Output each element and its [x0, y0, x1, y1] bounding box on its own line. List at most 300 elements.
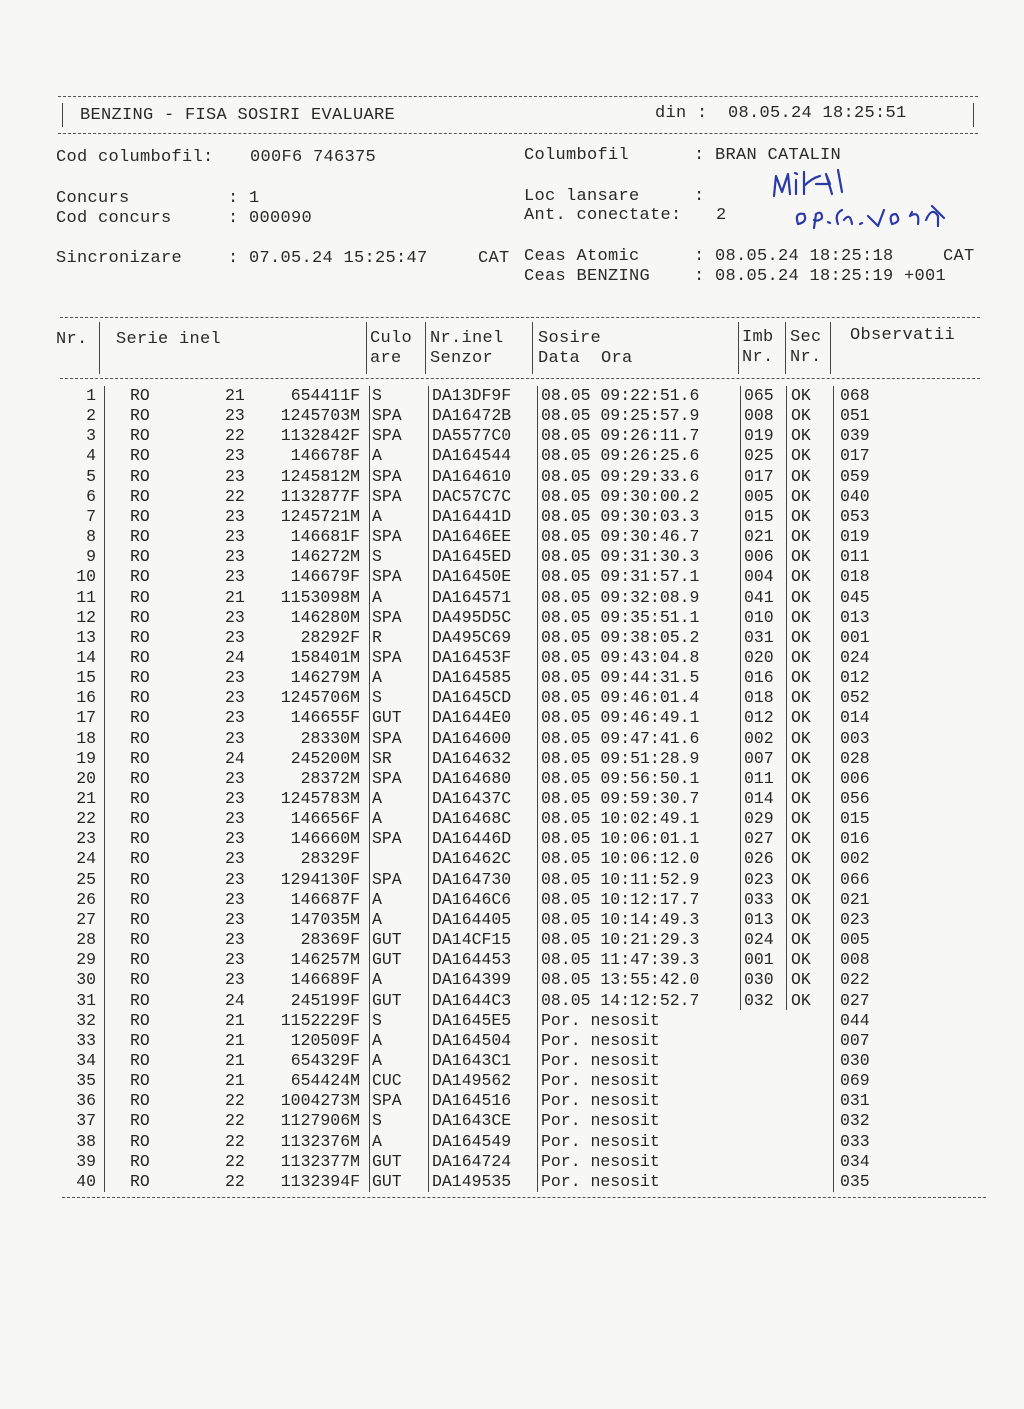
- header-sep-1: [99, 322, 100, 374]
- table-row: [0, 527, 1024, 547]
- ceas-atomic-value: : 08.05.24 18:25:18: [694, 247, 894, 266]
- cell-imb: 014: [744, 789, 774, 808]
- cell-inel: 1132377M: [280, 1151, 360, 1171]
- cell-nr: 12: [76, 607, 96, 627]
- cell-sec: OK: [791, 587, 811, 607]
- cell-tara: RO: [130, 688, 150, 708]
- cell-senzor: DA164549: [432, 1131, 512, 1151]
- table-row: [0, 749, 1024, 769]
- cell-sosire: 08.05 09:25:57.9: [541, 406, 700, 426]
- ceas-benzing-value: : 08.05.24 18:25:19 +001: [694, 267, 947, 286]
- cell-an: 22: [225, 1131, 245, 1151]
- cell-tara: RO: [130, 607, 150, 627]
- table-row: [0, 991, 1024, 1011]
- cell-culoare: GUT: [372, 708, 402, 728]
- cell-inel: 1004273M: [280, 1091, 360, 1111]
- cell-observatii: 053: [840, 506, 870, 526]
- cell-imb: 021: [744, 527, 774, 547]
- cell-nr: 27: [76, 909, 96, 929]
- cell-nr: 4: [86, 446, 96, 466]
- cell-nr: 26: [76, 889, 96, 909]
- cell-observatii: 045: [840, 587, 870, 607]
- cell-observatii: 035: [840, 1171, 870, 1191]
- cell-senzor: DA164680: [432, 768, 512, 788]
- cell-nr: 36: [76, 1091, 96, 1111]
- cell-sosire: 08.05 09:38:05.2: [541, 627, 700, 647]
- cell-an: 24: [225, 748, 245, 768]
- cell-observatii: 051: [840, 406, 870, 426]
- cell-sec: OK: [791, 607, 811, 627]
- cell-nr: 35: [76, 1071, 96, 1091]
- cell-senzor: DA495C69: [432, 627, 512, 647]
- cell-senzor: DA164632: [432, 748, 512, 768]
- cell-senzor: DA164585: [432, 668, 512, 688]
- cell-nr: 37: [76, 1111, 96, 1131]
- cell-observatii: 030: [840, 1050, 870, 1070]
- cell-observatii: 006: [840, 768, 870, 788]
- cell-sosire: 08.05 09:43:04.8: [541, 647, 700, 667]
- header-sep-4: [532, 322, 533, 374]
- cell-observatii: 068: [840, 386, 870, 405]
- cell-senzor: DA149535: [432, 1171, 512, 1191]
- cell-an: 23: [225, 668, 245, 688]
- table-row: [0, 588, 1024, 608]
- table-row: [0, 809, 1024, 829]
- cell-imb: 007: [744, 748, 774, 768]
- cell-culoare: A: [372, 789, 382, 808]
- cell-senzor: DA149562: [432, 1071, 512, 1091]
- table-row: [0, 406, 1024, 426]
- cell-an: 23: [225, 506, 245, 526]
- cell-nr: 13: [76, 627, 96, 647]
- cell-inel: 1245706M: [280, 688, 360, 708]
- cell-an: 22: [225, 1171, 245, 1191]
- cell-sosire: Por. nesosit: [541, 1030, 660, 1050]
- cell-sosire: 08.05 10:11:52.9: [541, 869, 700, 889]
- cell-senzor: DA1645CD: [432, 688, 512, 708]
- col-header-culoare-2: are: [370, 349, 402, 368]
- cell-sosire: Por. nesosit: [541, 1071, 660, 1091]
- cell-imb: 041: [744, 587, 774, 607]
- col-header-observatii: Observatii: [850, 326, 956, 345]
- cell-observatii: 012: [840, 668, 870, 688]
- cell-nr: 33: [76, 1030, 96, 1050]
- cell-senzor: DAC57C7C: [432, 486, 512, 506]
- cell-sosire: 08.05 09:44:31.5: [541, 668, 700, 688]
- cell-culoare: SPA: [372, 647, 402, 667]
- cell-culoare: SPA: [372, 567, 402, 587]
- cell-nr: 38: [76, 1131, 96, 1151]
- cell-an: 23: [225, 688, 245, 708]
- cell-an: 23: [225, 547, 245, 567]
- cell-tara: RO: [130, 970, 150, 990]
- cell-senzor: DA13DF9F: [432, 386, 512, 405]
- cell-observatii: 059: [840, 466, 870, 486]
- cell-tara: RO: [130, 527, 150, 547]
- cell-senzor: DA16446D: [432, 829, 512, 849]
- cell-nr: 21: [76, 789, 96, 808]
- table-row: [0, 688, 1024, 708]
- cell-culoare: SPA: [372, 527, 402, 547]
- cell-tara: RO: [130, 809, 150, 829]
- cell-senzor: DA1643C1: [432, 1050, 512, 1070]
- cell-culoare: SPA: [372, 768, 402, 788]
- cell-sosire: 08.05 09:30:00.2: [541, 486, 700, 506]
- cell-inel: 1127906M: [280, 1111, 360, 1131]
- table-row: [0, 789, 1024, 809]
- cell-imb: 019: [744, 426, 774, 446]
- cell-culoare: SPA: [372, 869, 402, 889]
- cell-inel: 146257M: [290, 950, 360, 970]
- cell-senzor: DA1645E5: [432, 1010, 512, 1030]
- cell-observatii: 019: [840, 527, 870, 547]
- cell-tara: RO: [130, 768, 150, 788]
- cell-sosire: 08.05 11:47:39.3: [541, 950, 700, 970]
- cell-inel: 1245812M: [280, 466, 360, 486]
- cell-inel: 1132376M: [280, 1131, 360, 1151]
- cell-imb: 011: [744, 768, 774, 788]
- table-row: [0, 1051, 1024, 1071]
- cell-inel: 245199F: [290, 990, 360, 1010]
- cell-imb: 030: [744, 970, 774, 990]
- cell-senzor: DA14CF15: [432, 930, 512, 950]
- cell-nr: 23: [76, 829, 96, 849]
- cell-an: 23: [225, 849, 245, 869]
- table-row: [0, 608, 1024, 628]
- cell-senzor: DA164730: [432, 869, 512, 889]
- cell-culoare: GUT: [372, 930, 402, 950]
- cell-tara: RO: [130, 567, 150, 587]
- cell-sosire: 08.05 10:02:49.1: [541, 809, 700, 829]
- cell-senzor: DA164405: [432, 909, 512, 929]
- cell-sec: OK: [791, 688, 811, 708]
- cell-nr: 30: [76, 970, 96, 990]
- cell-nr: 9: [86, 547, 96, 567]
- cod-concurs-value: : 000090: [228, 209, 313, 228]
- cell-imb: 033: [744, 889, 774, 909]
- cell-imb: 029: [744, 809, 774, 829]
- cell-sec: OK: [791, 748, 811, 768]
- header-right-edge: [973, 103, 974, 127]
- cell-an: 22: [225, 486, 245, 506]
- table-row: [0, 1132, 1024, 1152]
- table-row: [0, 1152, 1024, 1172]
- cell-sosire: 08.05 09:26:25.6: [541, 446, 700, 466]
- cell-sosire: 08.05 09:32:08.9: [541, 587, 700, 607]
- ant-conectate-value: 2: [716, 206, 727, 225]
- cell-nr: 3: [86, 426, 96, 446]
- cell-inel: 654424M: [290, 1071, 360, 1091]
- cell-senzor: DA16462C: [432, 849, 512, 869]
- cell-tara: RO: [130, 1111, 150, 1131]
- table-row: [0, 970, 1024, 990]
- cell-culoare: S: [372, 1010, 382, 1030]
- cell-senzor: DA5577C0: [432, 426, 512, 446]
- cell-an: 22: [225, 426, 245, 446]
- cell-inel: 28369F: [300, 930, 360, 950]
- cell-inel: 146660M: [290, 829, 360, 849]
- cell-observatii: 014: [840, 708, 870, 728]
- table-row: [0, 708, 1024, 728]
- cell-tara: RO: [130, 506, 150, 526]
- cell-culoare: GUT: [372, 950, 402, 970]
- cell-an: 23: [225, 809, 245, 829]
- cell-sosire: 08.05 09:29:33.6: [541, 466, 700, 486]
- cell-an: 23: [225, 768, 245, 788]
- cell-sec: OK: [791, 668, 811, 688]
- cell-senzor: DA1646C6: [432, 889, 512, 909]
- cell-nr: 5: [86, 466, 96, 486]
- cell-observatii: 008: [840, 950, 870, 970]
- header-sep-2: [366, 322, 367, 374]
- cell-observatii: 011: [840, 547, 870, 567]
- cell-tara: RO: [130, 406, 150, 426]
- cell-an: 23: [225, 527, 245, 547]
- cell-culoare: A: [372, 506, 382, 526]
- cell-an: 21: [225, 1010, 245, 1030]
- cell-inel: 1245783M: [280, 789, 360, 808]
- cell-senzor: DA16437C: [432, 789, 512, 808]
- cell-tara: RO: [130, 627, 150, 647]
- cell-sosire: 08.05 09:47:41.6: [541, 728, 700, 748]
- cell-observatii: 007: [840, 1030, 870, 1050]
- cell-imb: 027: [744, 829, 774, 849]
- cell-sec: OK: [791, 869, 811, 889]
- cell-imb: 024: [744, 930, 774, 950]
- table-row: [0, 950, 1024, 970]
- table-row: [0, 547, 1024, 567]
- cell-inel: 1245703M: [280, 406, 360, 426]
- header-top-rule: [58, 96, 978, 97]
- cell-sosire: 08.05 10:14:49.3: [541, 909, 700, 929]
- cell-nr: 2: [86, 406, 96, 426]
- sincronizare-value: : 07.05.24 15:25:47: [228, 249, 428, 268]
- table-row: [0, 426, 1024, 446]
- table-row: [0, 628, 1024, 648]
- table-row: [0, 1091, 1024, 1111]
- cell-observatii: 022: [840, 970, 870, 990]
- cell-inel: 654411F: [290, 386, 360, 405]
- cell-observatii: 018: [840, 567, 870, 587]
- table-row: [0, 870, 1024, 890]
- cell-tara: RO: [130, 930, 150, 950]
- cell-nr: 7: [86, 506, 96, 526]
- cell-imb: 026: [744, 849, 774, 869]
- cell-imb: 031: [744, 627, 774, 647]
- col-header-nrinel-2: Senzor: [430, 349, 494, 368]
- cell-imb: 065: [744, 386, 774, 405]
- concurs-value: : 1: [228, 189, 260, 208]
- cell-sosire: Por. nesosit: [541, 1010, 660, 1030]
- cell-tara: RO: [130, 1171, 150, 1191]
- cell-an: 23: [225, 789, 245, 808]
- header-left-edge: [62, 103, 63, 127]
- table-bottom-rule: [62, 1197, 986, 1198]
- cell-senzor: DA164504: [432, 1030, 512, 1050]
- cell-sec: OK: [791, 567, 811, 587]
- cell-an: 21: [225, 386, 245, 405]
- col-header-culoare-1: Culo: [370, 329, 413, 348]
- cell-tara: RO: [130, 950, 150, 970]
- report-title: BENZING - FISA SOSIRI EVALUARE: [80, 106, 396, 125]
- cell-senzor: DA16468C: [432, 809, 512, 829]
- cell-senzor: DA164724: [432, 1151, 512, 1171]
- cell-sosire: 08.05 10:21:29.3: [541, 930, 700, 950]
- col-header-sec-1: Sec: [790, 328, 822, 347]
- cell-senzor: DA1644E0: [432, 708, 512, 728]
- cell-observatii: 033: [840, 1131, 870, 1151]
- cell-tara: RO: [130, 889, 150, 909]
- cell-tara: RO: [130, 1071, 150, 1091]
- cell-sec: OK: [791, 930, 811, 950]
- cell-culoare: GUT: [372, 1171, 402, 1191]
- cell-inel: 146655F: [290, 708, 360, 728]
- cell-sosire: 08.05 09:22:51.6: [541, 386, 700, 405]
- cell-inel: 28292F: [300, 627, 360, 647]
- cell-sec: OK: [791, 829, 811, 849]
- cell-sosire: 08.05 09:31:57.1: [541, 567, 700, 587]
- cell-an: 22: [225, 1111, 245, 1131]
- cell-sec: OK: [791, 909, 811, 929]
- cell-tara: RO: [130, 1091, 150, 1111]
- cell-nr: 39: [76, 1151, 96, 1171]
- cell-culoare: SPA: [372, 1091, 402, 1111]
- cell-sosire: Por. nesosit: [541, 1151, 660, 1171]
- cell-an: 22: [225, 1151, 245, 1171]
- cell-culoare: S: [372, 547, 382, 567]
- cell-imb: 018: [744, 688, 774, 708]
- cell-an: 23: [225, 406, 245, 426]
- cell-sosire: 08.05 14:12:52.7: [541, 990, 700, 1010]
- cell-observatii: 003: [840, 728, 870, 748]
- cell-sosire: 08.05 10:12:17.7: [541, 889, 700, 909]
- cell-nr: 14: [76, 647, 96, 667]
- cell-an: 23: [225, 869, 245, 889]
- cell-inel: 28330M: [300, 728, 360, 748]
- cell-observatii: 015: [840, 809, 870, 829]
- table-row: [0, 890, 1024, 910]
- cell-tara: RO: [130, 909, 150, 929]
- cell-culoare: A: [372, 889, 382, 909]
- table-row: [0, 487, 1024, 507]
- cell-nr: 25: [76, 869, 96, 889]
- table-row: [0, 849, 1024, 869]
- cell-an: 23: [225, 466, 245, 486]
- cell-culoare: S: [372, 1111, 382, 1131]
- cell-observatii: 031: [840, 1091, 870, 1111]
- cell-imb: 013: [744, 909, 774, 929]
- cell-an: 23: [225, 607, 245, 627]
- cell-inel: 146678F: [290, 446, 360, 466]
- table-row: [0, 648, 1024, 668]
- cell-inel: 1132394F: [280, 1171, 360, 1191]
- cell-nr: 22: [76, 809, 96, 829]
- cell-sec: OK: [791, 406, 811, 426]
- cell-an: 23: [225, 567, 245, 587]
- cell-senzor: DA16453F: [432, 647, 512, 667]
- cell-inel: 28329F: [300, 849, 360, 869]
- cell-sec: OK: [791, 708, 811, 728]
- cell-inel: 146272M: [290, 547, 360, 567]
- cell-inel: 1294130F: [280, 869, 360, 889]
- cell-observatii: 016: [840, 829, 870, 849]
- cell-senzor: DA164610: [432, 466, 512, 486]
- cell-tara: RO: [130, 1131, 150, 1151]
- header-sep-3: [425, 322, 426, 374]
- cell-an: 23: [225, 930, 245, 950]
- cell-culoare: A: [372, 668, 382, 688]
- cell-sec: OK: [791, 527, 811, 547]
- cell-tara: RO: [130, 1050, 150, 1070]
- loc-lansare-label: Loc lansare: [524, 187, 640, 206]
- cell-tara: RO: [130, 748, 150, 768]
- cell-sosire: Por. nesosit: [541, 1091, 660, 1111]
- cell-culoare: CUC: [372, 1071, 402, 1091]
- cell-imb: 012: [744, 708, 774, 728]
- loc-lansare-value: :: [694, 187, 705, 206]
- cell-senzor: DA16450E: [432, 567, 512, 587]
- cell-an: 23: [225, 950, 245, 970]
- table-top-rule: [60, 317, 980, 318]
- cell-culoare: S: [372, 386, 382, 405]
- col-header-nr: Nr.: [56, 330, 88, 349]
- table-row: [0, 1111, 1024, 1131]
- cell-tara: RO: [130, 1151, 150, 1171]
- cell-inel: 146681F: [290, 527, 360, 547]
- cell-culoare: A: [372, 970, 382, 990]
- cell-sec: OK: [791, 768, 811, 788]
- cell-tara: RO: [130, 386, 150, 405]
- cell-culoare: GUT: [372, 1151, 402, 1171]
- cell-senzor: DA164544: [432, 446, 512, 466]
- cell-imb: 008: [744, 406, 774, 426]
- cell-inel: 1132842F: [280, 426, 360, 446]
- cell-nr: 19: [76, 748, 96, 768]
- table-row: [0, 910, 1024, 930]
- cell-observatii: 021: [840, 889, 870, 909]
- cell-imb: 025: [744, 446, 774, 466]
- cell-imb: 005: [744, 486, 774, 506]
- cell-sec: OK: [791, 809, 811, 829]
- cell-culoare: A: [372, 909, 382, 929]
- cell-inel: 1153098M: [280, 587, 360, 607]
- cell-tara: RO: [130, 849, 150, 869]
- cell-imb: 004: [744, 567, 774, 587]
- cell-culoare: SPA: [372, 728, 402, 748]
- columbofil-label: Columbofil: [524, 146, 630, 165]
- header-sep-5: [738, 322, 739, 374]
- cell-sec: OK: [791, 466, 811, 486]
- cell-sec: OK: [791, 486, 811, 506]
- cell-tara: RO: [130, 829, 150, 849]
- cell-an: 22: [225, 1091, 245, 1111]
- cell-observatii: 005: [840, 930, 870, 950]
- cell-nr: 17: [76, 708, 96, 728]
- cell-senzor: DA495D5C: [432, 607, 512, 627]
- table-row: [0, 1172, 1024, 1192]
- cell-sec: OK: [791, 446, 811, 466]
- cell-imb: 020: [744, 647, 774, 667]
- cell-observatii: 052: [840, 688, 870, 708]
- cell-nr: 31: [76, 990, 96, 1010]
- cell-sosire: 08.05 09:35:51.1: [541, 607, 700, 627]
- cell-tara: RO: [130, 668, 150, 688]
- cell-nr: 40: [76, 1171, 96, 1191]
- col-header-imb-1: Imb: [742, 328, 774, 347]
- cell-observatii: 040: [840, 486, 870, 506]
- cell-an: 21: [225, 1071, 245, 1091]
- handwriting-drawing: [760, 166, 960, 236]
